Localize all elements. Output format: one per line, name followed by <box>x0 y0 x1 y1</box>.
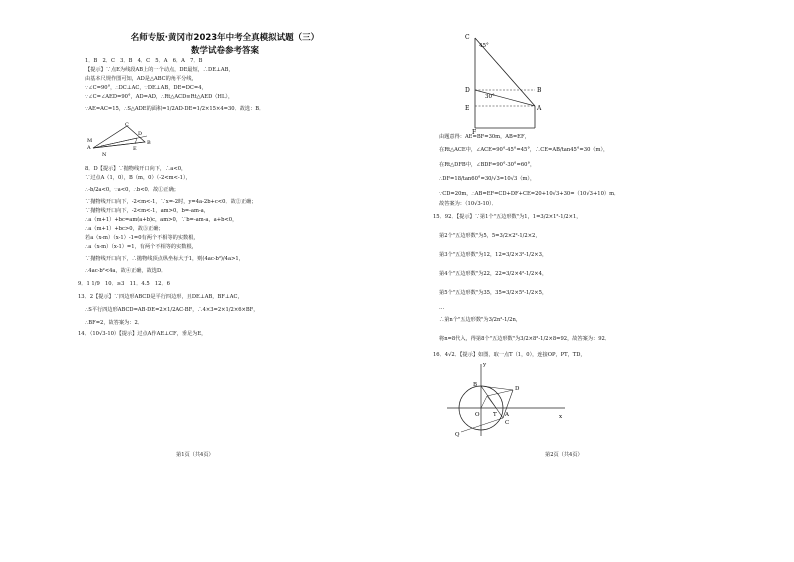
page-subtitle: 数学试卷参考答案 <box>190 46 259 56</box>
answer-line: ∵AE=AC=15，∴S△ADE的面积=1/2AD·DE=1/2×15×4=30．故选：B． <box>85 106 265 112</box>
label-B: B <box>473 382 478 388</box>
triangle-figure <box>85 122 155 162</box>
answer-line: 在Rt△ACE中，∠ACE=90°-45°=45°，∴CE=AB/tan45°=30（m）， <box>439 147 609 153</box>
answer-line: ∴a（x-m）（x-1）=1，有两个不相等的实数根， <box>85 244 197 250</box>
label-B: B <box>147 140 151 146</box>
answer-line: … <box>439 305 445 311</box>
label-A: A <box>537 105 542 112</box>
answer-line: 【提示】∵点E为线段AB上的一个动点，DE最短，∴DE⊥AB， <box>85 67 234 73</box>
answer-line: 由基本尺规作图可知，AD是△ABC的角平分线， <box>85 76 197 82</box>
label-x: x <box>559 414 563 420</box>
answer-line: ∴S平行四边形ABCD=AB·DE=2×1/2AC·BF，∴4×3=2×1/2×6×BF， <box>85 307 259 313</box>
page-footer: 第1页（共4页） <box>176 452 214 458</box>
answer-line: 15．92．【提示】∵第1个"五边形数"为1，1=3/2×1²-1/2×1， <box>433 214 582 220</box>
label-E: E <box>465 105 470 112</box>
label-B: B <box>537 87 542 94</box>
answer-line: 8．D【提示】∵抛物线开口向下，∴a<0， <box>85 166 187 172</box>
answer-line: ∴a（m+1）+bc=am(a+b)c，am>0，∵b=-am-a，a+b<0， <box>85 217 238 223</box>
answer-line: 16．4√2．【提示】如图，取一点T（1，0），连接OP，PT，TD， <box>433 352 586 358</box>
answer-line: ∴a（m+1）+bc>0，故③正确； <box>85 226 164 232</box>
answer-line: ∵∠C=90°，∴DC⊥AC，∵DE⊥AB，DE=DC=4， <box>85 85 207 91</box>
answer-line: 在Rt△DFB中，∠BDF=90°-30°=60°， <box>439 162 536 168</box>
answer-line: 故答案为：（10√3-10）． <box>439 201 497 207</box>
label-O: O <box>475 412 480 418</box>
label-D: D <box>138 131 143 137</box>
answer-line: 第2个"五边形数"为5，5=3/2×2²-1/2×2， <box>439 233 541 239</box>
answer-line: ∵抛物线开口向下，-2<m<-1，∵x=-2时，y=4a-2b+c<0．故②正确； <box>85 199 257 205</box>
answer-line: ∵CD=20m，∴AB=EF=CD+DF+CE=20+10√3+30=（10√3+10）m． <box>439 191 620 197</box>
answer-line: ∴-b/2a<0，∵a<0，∴b<0．故①正确； <box>85 187 179 193</box>
answer-line: ∵抛物线开口向下，-2<m<-1，am>0，b=-am-a， <box>85 208 209 214</box>
label-A: A <box>87 145 91 151</box>
answer-line: ∵过点A（1，0），B（m，0）（-2<m<-1）， <box>85 175 191 181</box>
label-D: D <box>465 87 470 94</box>
answer-line: ∴DF=18/tan60°=30/√3=10√3（m）， <box>439 176 536 182</box>
answer-line: ∴第n个"五边形数"为3/2n²-1/2n， <box>439 317 522 323</box>
answer-line: 14．（10√3-10）【提示】过点A作AE⊥CF，垂足为E， <box>78 331 207 337</box>
answer-line: 由题意得：AE=BF=30m，AB=EF， <box>439 134 530 140</box>
label-Q: Q <box>455 432 460 438</box>
answer-line: 第3个"五边形数"为12，12=3/2×3²-1/2×3， <box>439 252 548 258</box>
answer-line: 第5个"五边形数"为35，35=3/2×5²-1/2×5， <box>439 290 548 296</box>
answer-line: ∵∠C=∠AED=90°，AD=AD，∴Rt△ACD≌Rt△AED（HL）， <box>85 94 234 100</box>
label-D: D <box>515 386 520 392</box>
building-figure <box>459 30 549 134</box>
label-C: C <box>465 34 470 41</box>
label-F: F <box>472 129 477 134</box>
label-C: C <box>505 420 510 426</box>
answer-line: ∴4ac-b²<4a，故④正确，故选D． <box>85 268 167 274</box>
answer-line: 将n=8代入，得第8个"五边形数"为3/2×8²-1/2×8=92，故答案为：92． <box>439 336 610 342</box>
answer-line: 1．B 2．C 3．B 4．C 5．A 6．A 7．B <box>85 58 203 64</box>
answer-line: ∴BF=2，故答案为：2． <box>85 320 143 326</box>
label-A: A <box>505 412 509 418</box>
circle-coordinate-figure <box>441 360 571 440</box>
answer-line: ∵抛物线开口向下，∴抛物线顶点纵坐标大于1，则(4ac-b²)/4a>1， <box>85 256 244 262</box>
page-title: 名师专版·黄冈市2023年中考全真模拟试题（三） <box>130 33 320 43</box>
page-footer: 第2页（共4页） <box>545 452 583 458</box>
label-M: M <box>87 138 93 144</box>
answer-line: 9．1 1/9 10．≥3 11．4.5 12．6 <box>78 281 170 287</box>
answer-line: 13．2【提示】∵四边形ABCD是平行四边形，且DE⊥AB，BF⊥AC， <box>78 294 243 300</box>
label-C: C <box>125 122 129 128</box>
label-45deg: 45° <box>479 43 489 49</box>
label-E: E <box>133 146 137 152</box>
label-30deg: 30° <box>485 94 495 100</box>
answer-line: 若a（x-m）（x-1）-1=0有两个不相等的实数根， <box>85 235 199 241</box>
answer-line: 第4个"五边形数"为22，22=3/2×4²-1/2×4， <box>439 271 548 277</box>
label-N: N <box>102 152 107 158</box>
answer-page-right <box>397 0 794 562</box>
label-y: y <box>483 362 487 368</box>
label-T: T <box>493 412 497 418</box>
